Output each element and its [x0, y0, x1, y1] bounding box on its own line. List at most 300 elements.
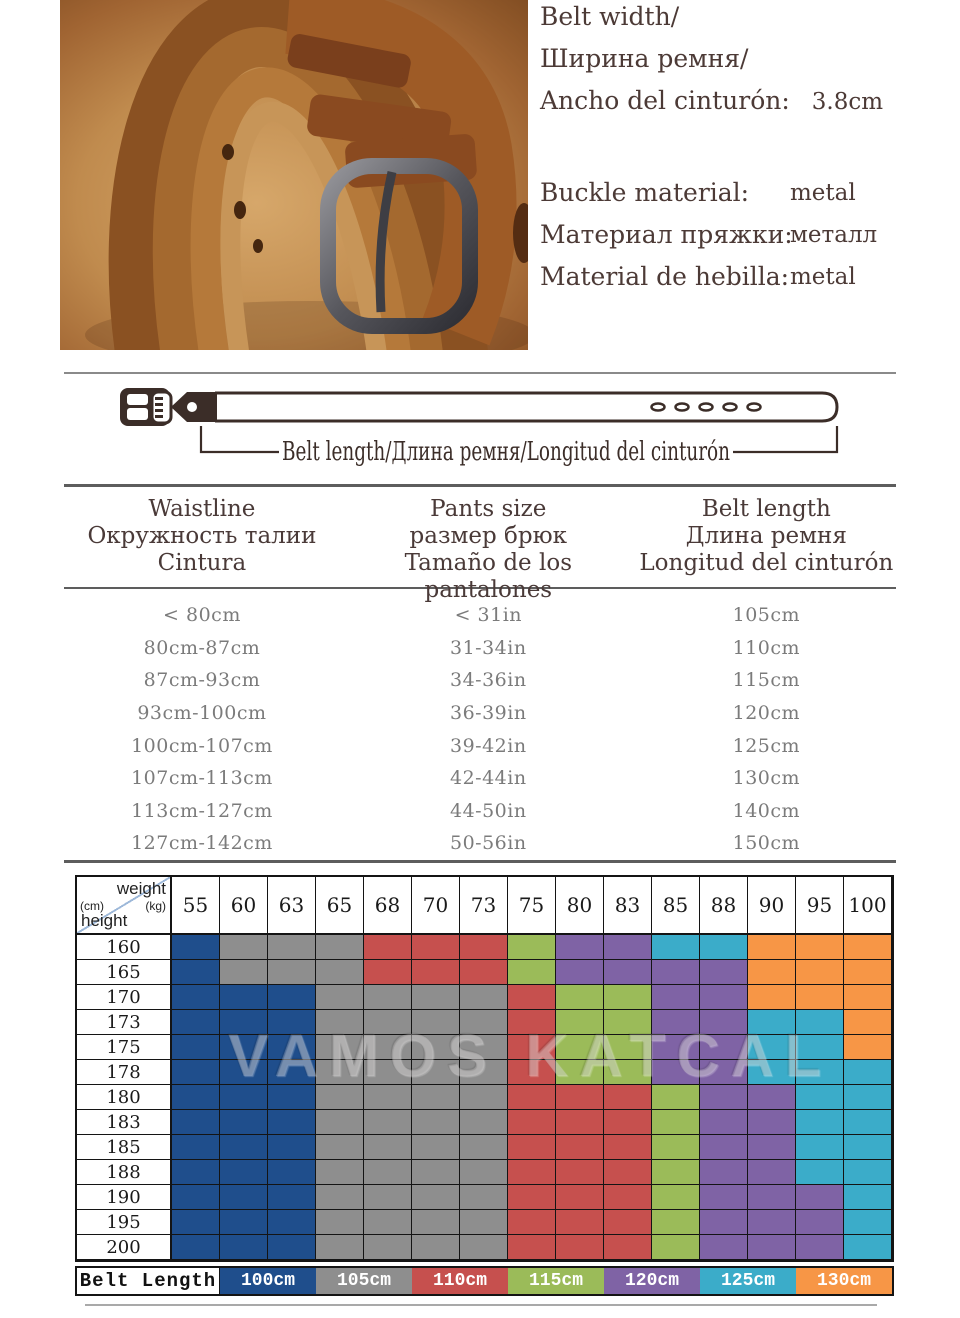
divider	[64, 860, 896, 863]
heatmap-cell	[508, 1060, 556, 1085]
heatmap-cell	[460, 985, 508, 1010]
heatmap-cell	[652, 960, 700, 985]
heatmap-cell	[460, 1035, 508, 1060]
heatmap-cell	[844, 1210, 892, 1235]
heatmap-cell	[844, 935, 892, 960]
heatmap-cell	[172, 1160, 220, 1185]
heatmap-cell	[700, 1160, 748, 1185]
weight-header-cell: 85	[652, 877, 700, 935]
heatmap-cell	[700, 1135, 748, 1160]
table-cell: 36-39in	[449, 702, 527, 725]
heatmap-cell	[604, 985, 652, 1010]
heatmap-cell	[412, 1210, 460, 1235]
table-cell: 42-44in	[449, 767, 527, 790]
heatmap-cell	[508, 1135, 556, 1160]
table-cell: 80cm-87cm	[143, 636, 261, 659]
heatmap-cell	[556, 1185, 604, 1210]
heatmap-cell	[268, 960, 316, 985]
heatmap-cell	[460, 1110, 508, 1135]
heatmap-cell	[364, 1010, 412, 1035]
heatmap-cell	[796, 1185, 844, 1210]
heatmap-cell	[604, 1085, 652, 1110]
heatmap-cell	[364, 1110, 412, 1135]
heatmap-cell	[604, 960, 652, 985]
heatmap-cell	[796, 1035, 844, 1060]
heatmap-cell	[268, 1160, 316, 1185]
heatmap-cell	[220, 935, 268, 960]
heatmap-cell	[652, 1110, 700, 1135]
heatmap-cell	[412, 1060, 460, 1085]
table-cell: 110cm	[732, 636, 801, 659]
heatmap-cell	[412, 985, 460, 1010]
belt-width-label-en: Belt width/	[540, 2, 680, 31]
heatmap-cell	[748, 985, 796, 1010]
heatmap-cell	[748, 1110, 796, 1135]
heatmap-cell	[220, 1210, 268, 1235]
heatmap-cell	[268, 1210, 316, 1235]
legend-item: 125cm	[700, 1268, 796, 1294]
heatmap-cell	[460, 1135, 508, 1160]
heatmap-cell	[748, 1210, 796, 1235]
table-cell: 50-56in	[449, 832, 527, 855]
spec-label: Material de hebilla:	[540, 262, 790, 291]
heatmap-cell	[268, 985, 316, 1010]
heatmap-cell	[556, 1210, 604, 1235]
legend-title: Belt Length	[77, 1268, 220, 1294]
heatmap-cell	[172, 1235, 220, 1260]
table-row	[65, 729, 895, 762]
heatmap-legend	[75, 1266, 894, 1296]
spec-row	[540, 256, 877, 298]
heatmap-cell	[508, 1160, 556, 1185]
spec-value: metal	[790, 180, 856, 206]
table-cell: 150cm	[732, 832, 801, 855]
heatmap-cell	[268, 1035, 316, 1060]
heatmap-cell	[604, 935, 652, 960]
header-line: Waistline	[148, 496, 256, 522]
heatmap-cell	[652, 1160, 700, 1185]
table-cell: 113cm-127cm	[131, 799, 273, 822]
heatmap-cell	[748, 1035, 796, 1060]
heatmap-cell	[460, 1160, 508, 1185]
table-row	[65, 632, 895, 665]
heatmap-cell	[556, 1085, 604, 1110]
heatmap-cell	[316, 1085, 364, 1110]
size-table-column-header	[65, 496, 339, 604]
heatmap-cell	[316, 985, 364, 1010]
heatmap-cell	[652, 1135, 700, 1160]
heatmap-cell	[844, 1010, 892, 1035]
weight-header-cell: 88	[700, 877, 748, 935]
heatmap-cell	[556, 935, 604, 960]
heatmap-cell	[316, 935, 364, 960]
header-line: Длина ремня	[685, 523, 847, 549]
heatmap-cell	[508, 1010, 556, 1035]
weight-header-cell: 65	[316, 877, 364, 935]
heatmap-cell	[364, 935, 412, 960]
heatmap-cell	[844, 1235, 892, 1260]
heatmap-cell	[172, 1010, 220, 1035]
heatmap-cell	[316, 1135, 364, 1160]
heatmap-cell	[412, 1085, 460, 1110]
heatmap-cell	[652, 1185, 700, 1210]
heatmap-cell	[508, 1185, 556, 1210]
heatmap-cell	[748, 960, 796, 985]
heatmap-cell	[364, 1160, 412, 1185]
heatmap-cell	[364, 1135, 412, 1160]
heatmap-cell	[556, 1135, 604, 1160]
table-cell: 127cm-142cm	[131, 832, 273, 855]
height-header-cell: 180	[77, 1085, 172, 1110]
heatmap-cell	[700, 1210, 748, 1235]
heatmap-cell	[268, 935, 316, 960]
table-row	[65, 827, 895, 860]
heatmap-cell	[316, 1060, 364, 1085]
heatmap-cell	[700, 1110, 748, 1135]
table-cell: 140cm	[732, 799, 801, 822]
table-cell: 120cm	[732, 702, 801, 725]
heatmap-cell	[220, 960, 268, 985]
table-cell: 87cm-93cm	[143, 669, 261, 692]
heatmap-cell	[604, 1160, 652, 1185]
heatmap-cell	[172, 1060, 220, 1085]
heatmap-cell	[172, 960, 220, 985]
table-row	[65, 599, 895, 632]
header-line: Pants size	[430, 496, 547, 522]
heatmap-cell	[460, 960, 508, 985]
table-cell: 44-50in	[449, 799, 527, 822]
height-header-cell: 200	[77, 1235, 172, 1260]
spec-row	[540, 214, 877, 256]
table-row	[65, 795, 895, 828]
heatmap-cell	[508, 1235, 556, 1260]
heatmap-cell	[364, 1060, 412, 1085]
heatmap-cell	[796, 1085, 844, 1110]
belt-width-label-es: Ancho del cinturón: 3.8cm	[540, 86, 884, 115]
buckle-material-spec	[540, 172, 877, 298]
heatmap-cell	[604, 1235, 652, 1260]
heatmap-corner-cell	[77, 877, 172, 935]
size-table-column-header	[339, 496, 638, 604]
table-cell: 93cm-100cm	[137, 702, 267, 725]
table-cell: 115cm	[732, 669, 801, 692]
heatmap-cell	[316, 1010, 364, 1035]
table-cell: 125cm	[732, 734, 801, 757]
corner-weight-label: weight	[116, 879, 166, 898]
heatmap-cell	[796, 1110, 844, 1135]
heatmap-cell	[604, 1210, 652, 1235]
heatmap-cell	[700, 1185, 748, 1210]
height-header-cell: 160	[77, 935, 172, 960]
height-header-cell: 190	[77, 1185, 172, 1210]
heatmap-cell	[172, 1210, 220, 1235]
heatmap-cell	[412, 960, 460, 985]
heatmap-cell	[652, 935, 700, 960]
heatmap-cell	[796, 1210, 844, 1235]
heatmap-cell	[316, 1185, 364, 1210]
height-header-cell: 195	[77, 1210, 172, 1235]
heatmap-cell	[748, 1135, 796, 1160]
heatmap-cell	[556, 985, 604, 1010]
table-row	[65, 762, 895, 795]
heatmap-cell	[604, 1060, 652, 1085]
buckle-icon	[120, 388, 217, 426]
heatmap-cell	[172, 1085, 220, 1110]
heatmap-cell	[652, 985, 700, 1010]
heatmap-cell	[700, 1235, 748, 1260]
spec-value: metal	[790, 264, 856, 290]
table-cell: 31-34in	[449, 636, 527, 659]
heatmap-cell	[172, 1185, 220, 1210]
heatmap-cell	[268, 1135, 316, 1160]
divider	[64, 484, 896, 487]
heatmap-cell	[556, 1235, 604, 1260]
legend-item: 110cm	[412, 1268, 508, 1294]
weight-header-cell: 75	[508, 877, 556, 935]
heatmap-cell	[556, 1010, 604, 1035]
heatmap-cell	[844, 1110, 892, 1135]
heatmap-cell	[748, 1160, 796, 1185]
heatmap-cell	[748, 1010, 796, 1035]
header-line: Cintura	[157, 550, 247, 576]
heatmap-cell	[604, 1035, 652, 1060]
heatmap-cell	[220, 1085, 268, 1110]
heatmap-cell	[412, 1010, 460, 1035]
heatmap-cell	[700, 985, 748, 1010]
height-header-cell: 165	[77, 960, 172, 985]
weight-header-cell: 68	[364, 877, 412, 935]
height-header-cell: 173	[77, 1010, 172, 1035]
heatmap-cell	[412, 1160, 460, 1185]
heatmap-cell	[316, 1210, 364, 1235]
diagram-label: Belt length/Длина ремня/Longitud del cinturón	[282, 437, 731, 467]
size-heatmap	[75, 875, 894, 1262]
table-cell: 34-36in	[449, 669, 527, 692]
legend-item: 130cm	[796, 1268, 892, 1294]
heatmap-cell	[844, 1035, 892, 1060]
heatmap-cell	[460, 935, 508, 960]
legend-item: 100cm	[220, 1268, 316, 1294]
heatmap-cell	[508, 1035, 556, 1060]
divider	[64, 372, 896, 374]
heatmap-cell	[652, 1235, 700, 1260]
table-cell: 130cm	[732, 767, 801, 790]
header-line: Longitud del cinturón	[639, 550, 894, 576]
weight-header-cell: 83	[604, 877, 652, 935]
weight-header-cell: 70	[412, 877, 460, 935]
heatmap-cell	[412, 1035, 460, 1060]
table-cell: 107cm-113cm	[131, 767, 273, 790]
height-header-cell: 185	[77, 1135, 172, 1160]
heatmap-cell	[796, 1135, 844, 1160]
heatmap-cell	[172, 1035, 220, 1060]
heatmap-cell	[412, 1110, 460, 1135]
belt-width-value: 3.8cm	[811, 89, 884, 115]
heatmap-cell	[364, 1210, 412, 1235]
heatmap-cell	[172, 935, 220, 960]
heatmap-cell	[844, 1185, 892, 1210]
heatmap-cell	[844, 985, 892, 1010]
heatmap-cell	[700, 935, 748, 960]
belt-width-label-ru: Ширина ремня/	[540, 44, 749, 73]
heatmap-cell	[604, 1110, 652, 1135]
heatmap-cell	[508, 1110, 556, 1135]
heatmap-cell	[460, 1235, 508, 1260]
heatmap-cell	[556, 960, 604, 985]
belt-width-spec	[540, 0, 883, 122]
table-cell: 39-42in	[449, 734, 527, 757]
heatmap-cell	[268, 1110, 316, 1135]
heatmap-cell	[556, 1060, 604, 1085]
heatmap-cell	[796, 1160, 844, 1185]
heatmap-cell	[316, 1235, 364, 1260]
heatmap-cell	[220, 1110, 268, 1135]
spec-row	[540, 172, 877, 214]
legend-item: 120cm	[604, 1268, 700, 1294]
table-cell: < 31in	[454, 604, 523, 627]
heatmap-cell	[652, 1035, 700, 1060]
belt-photo-illustration	[60, 0, 528, 350]
heatmap-cell	[220, 1235, 268, 1260]
heatmap-cell	[748, 1060, 796, 1085]
heatmap-cell	[700, 1035, 748, 1060]
heatmap-cell	[844, 1085, 892, 1110]
heatmap-cell	[220, 1010, 268, 1035]
height-header-cell: 183	[77, 1110, 172, 1135]
heatmap-cell	[556, 1160, 604, 1185]
table-cell: 100cm-107cm	[131, 734, 273, 757]
heatmap-cell	[700, 1060, 748, 1085]
heatmap-cell	[844, 1135, 892, 1160]
header-line: Окружность талии	[87, 523, 317, 549]
heatmap-cell	[268, 1060, 316, 1085]
heatmap-cell	[796, 960, 844, 985]
height-header-cell: 178	[77, 1060, 172, 1085]
heatmap-cell	[604, 1185, 652, 1210]
heatmap-cell	[220, 1035, 268, 1060]
heatmap-cell	[220, 985, 268, 1010]
heatmap-cell	[844, 960, 892, 985]
heatmap-cell	[508, 935, 556, 960]
belt-length-diagram	[65, 380, 895, 475]
watermark: VAMOS KATCAL	[227, 1022, 832, 1089]
heatmap-cell	[268, 1185, 316, 1210]
heatmap-cell	[604, 1135, 652, 1160]
heatmap-cell	[700, 1085, 748, 1110]
heatmap-cell	[172, 1110, 220, 1135]
heatmap-cell	[460, 1010, 508, 1035]
spec-label: Buckle material:	[540, 178, 750, 207]
heatmap-cell	[652, 1210, 700, 1235]
heatmap-cell	[652, 1060, 700, 1085]
heatmap-cell	[220, 1135, 268, 1160]
weight-header-cell: 95	[796, 877, 844, 935]
heatmap-cell	[364, 985, 412, 1010]
table-row	[65, 664, 895, 697]
header-line: размер брюк	[409, 523, 568, 549]
heatmap-cell	[604, 1010, 652, 1035]
weight-header-cell: 73	[460, 877, 508, 935]
heatmap-cell	[364, 1235, 412, 1260]
heatmap-cell	[172, 985, 220, 1010]
heatmap-cell	[412, 1235, 460, 1260]
heatmap-cell	[508, 1210, 556, 1235]
heatmap-cell	[220, 1160, 268, 1185]
corner-cm-unit: (cm)	[80, 899, 104, 913]
heatmap-cell	[316, 960, 364, 985]
weight-header-cell: 80	[556, 877, 604, 935]
heatmap-cell	[508, 1085, 556, 1110]
heatmap-cell	[556, 1110, 604, 1135]
table-cell: 105cm	[732, 604, 801, 627]
heatmap-cell	[220, 1185, 268, 1210]
corner-height-label: height	[81, 911, 128, 930]
heatmap-cell	[796, 1060, 844, 1085]
spec-label: Материал пряжки:	[540, 220, 793, 249]
heatmap-cell	[412, 935, 460, 960]
heatmap-cell	[796, 985, 844, 1010]
heatmap-cell	[508, 960, 556, 985]
heatmap-cell	[652, 1010, 700, 1035]
height-header-cell: 188	[77, 1160, 172, 1185]
heatmap-cell	[556, 1035, 604, 1060]
legend-item: 115cm	[508, 1268, 604, 1294]
heatmap-cell	[652, 1085, 700, 1110]
heatmap-cell	[508, 985, 556, 1010]
heatmap-cell	[172, 1135, 220, 1160]
heatmap-cell	[460, 1085, 508, 1110]
heatmap-cell	[796, 1010, 844, 1035]
heatmap-cell	[316, 1110, 364, 1135]
heatmap-cell	[460, 1060, 508, 1085]
heatmap-cell	[364, 1185, 412, 1210]
heatmap-cell	[364, 1035, 412, 1060]
spec-value: металл	[790, 222, 878, 248]
heatmap-cell	[844, 1160, 892, 1185]
weight-header-cell: 90	[748, 877, 796, 935]
size-table-header	[65, 496, 895, 604]
weight-header-cell: 100	[844, 877, 892, 935]
heatmap-cell	[700, 1010, 748, 1035]
legend-item: 105cm	[316, 1268, 412, 1294]
size-table-body	[65, 599, 895, 860]
corner-kg-unit: (kg)	[145, 899, 166, 913]
height-header-cell: 170	[77, 985, 172, 1010]
heatmap-cell	[700, 960, 748, 985]
heatmap-cell	[364, 1085, 412, 1110]
heatmap-cell	[316, 1160, 364, 1185]
heatmap-cell	[364, 960, 412, 985]
heatmap-cell	[268, 1085, 316, 1110]
heatmap-cell	[268, 1010, 316, 1035]
heatmap-cell	[412, 1185, 460, 1210]
heatmap-cell	[460, 1210, 508, 1235]
weight-header-cell: 60	[220, 877, 268, 935]
heatmap-cell	[316, 1035, 364, 1060]
heatmap-cell	[748, 1185, 796, 1210]
product-photo	[60, 0, 528, 350]
heatmap-cell	[460, 1185, 508, 1210]
heatmap-cell	[748, 1235, 796, 1260]
heatmap-cell	[796, 1235, 844, 1260]
divider	[85, 1304, 877, 1306]
table-row	[65, 697, 895, 730]
size-table-column-header	[638, 496, 895, 604]
heatmap-cell	[748, 935, 796, 960]
heatmap-cell	[844, 1060, 892, 1085]
header-line: Belt length	[701, 496, 831, 522]
heatmap-cell	[412, 1135, 460, 1160]
